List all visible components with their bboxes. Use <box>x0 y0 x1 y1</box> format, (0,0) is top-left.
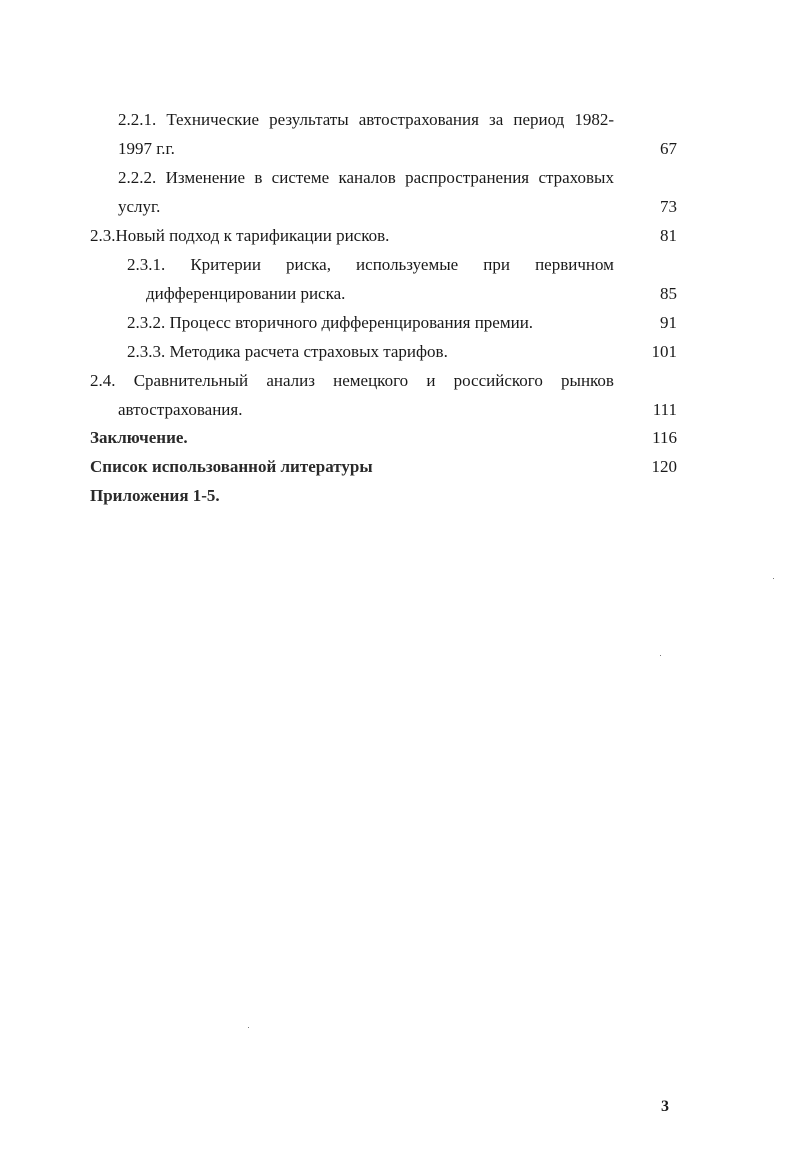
toc-page-number: 120 <box>651 457 677 476</box>
toc-word: 2.2.1. <box>118 110 157 129</box>
toc-entry-2-3: 2.3.Новый подход к тарификации рисков. <box>90 226 390 245</box>
toc-word: 2.2.2. <box>118 168 157 187</box>
toc-page-number: 91 <box>660 313 677 332</box>
toc-entry-2-3-3: 2.3.3. Методика расчета страховых тарифов. <box>127 342 448 361</box>
toc-word: автострахования <box>358 110 479 129</box>
toc-word: результаты <box>269 110 349 129</box>
scan-speck <box>773 578 774 579</box>
toc-word: системе <box>271 168 330 187</box>
scan-speck <box>248 1027 249 1028</box>
toc-entry-2-3-2: 2.3.2. Процесс вторичного дифференцирования премии. <box>127 313 534 332</box>
toc-entry-2-4-line-1 <box>90 371 614 391</box>
toc-page-number: 111 <box>652 400 677 419</box>
scan-speck <box>660 655 661 656</box>
toc-word: российского <box>453 371 543 390</box>
toc-word: в <box>254 168 263 187</box>
toc-word: страховых <box>538 168 614 187</box>
toc-word: Критерии <box>190 255 261 274</box>
toc-word: распространения <box>405 168 530 187</box>
toc-word: и <box>426 371 436 390</box>
toc-word: 2.3.1. <box>127 255 166 274</box>
page-number: 3 <box>661 1098 669 1115</box>
toc-word: Технические <box>166 110 260 129</box>
toc-word: Изменение <box>165 168 246 187</box>
toc-word: 1982- <box>574 110 614 129</box>
toc-entry-2-3-1-line-2: дифференцировании риска. <box>146 284 346 303</box>
toc-word: 2.4. <box>90 371 116 390</box>
toc-page-number: 81 <box>660 226 677 245</box>
toc-page-number: 67 <box>660 139 677 158</box>
toc-word: немецкого <box>333 371 409 390</box>
toc-page-number: 116 <box>652 428 677 447</box>
toc-entry-2-2-1-line-2: 1997 г.г. <box>118 139 175 158</box>
toc-page-number: 85 <box>660 284 677 303</box>
toc-page-number: 101 <box>651 342 677 361</box>
toc-entry-2-3-1-line-1 <box>127 255 614 275</box>
toc-entry-2-2-2-line-2: услуг. <box>118 197 161 216</box>
toc-entry-appendices: Приложения 1-5. <box>90 486 220 505</box>
toc-word: первичном <box>535 255 614 274</box>
toc-word: анализ <box>266 371 315 390</box>
toc-word: рынков <box>561 371 614 390</box>
toc-word: при <box>483 255 510 274</box>
toc-page-number: 73 <box>660 197 677 216</box>
toc-word: риска, <box>286 255 331 274</box>
toc-word: используемые <box>356 255 459 274</box>
toc-entry-references: Список использованной литературы <box>90 457 373 476</box>
toc-word: Сравнительный <box>133 371 249 390</box>
toc-word: за <box>489 110 504 129</box>
toc-entry-2-4-line-2: автострахования. <box>118 400 243 419</box>
toc-word: каналов <box>338 168 396 187</box>
toc-entry-conclusion: Заключение. <box>90 428 188 447</box>
toc-entry-2-2-1-line-1 <box>118 110 614 130</box>
toc-word: период <box>513 110 565 129</box>
toc-entry-2-2-2-line-1 <box>118 168 614 188</box>
